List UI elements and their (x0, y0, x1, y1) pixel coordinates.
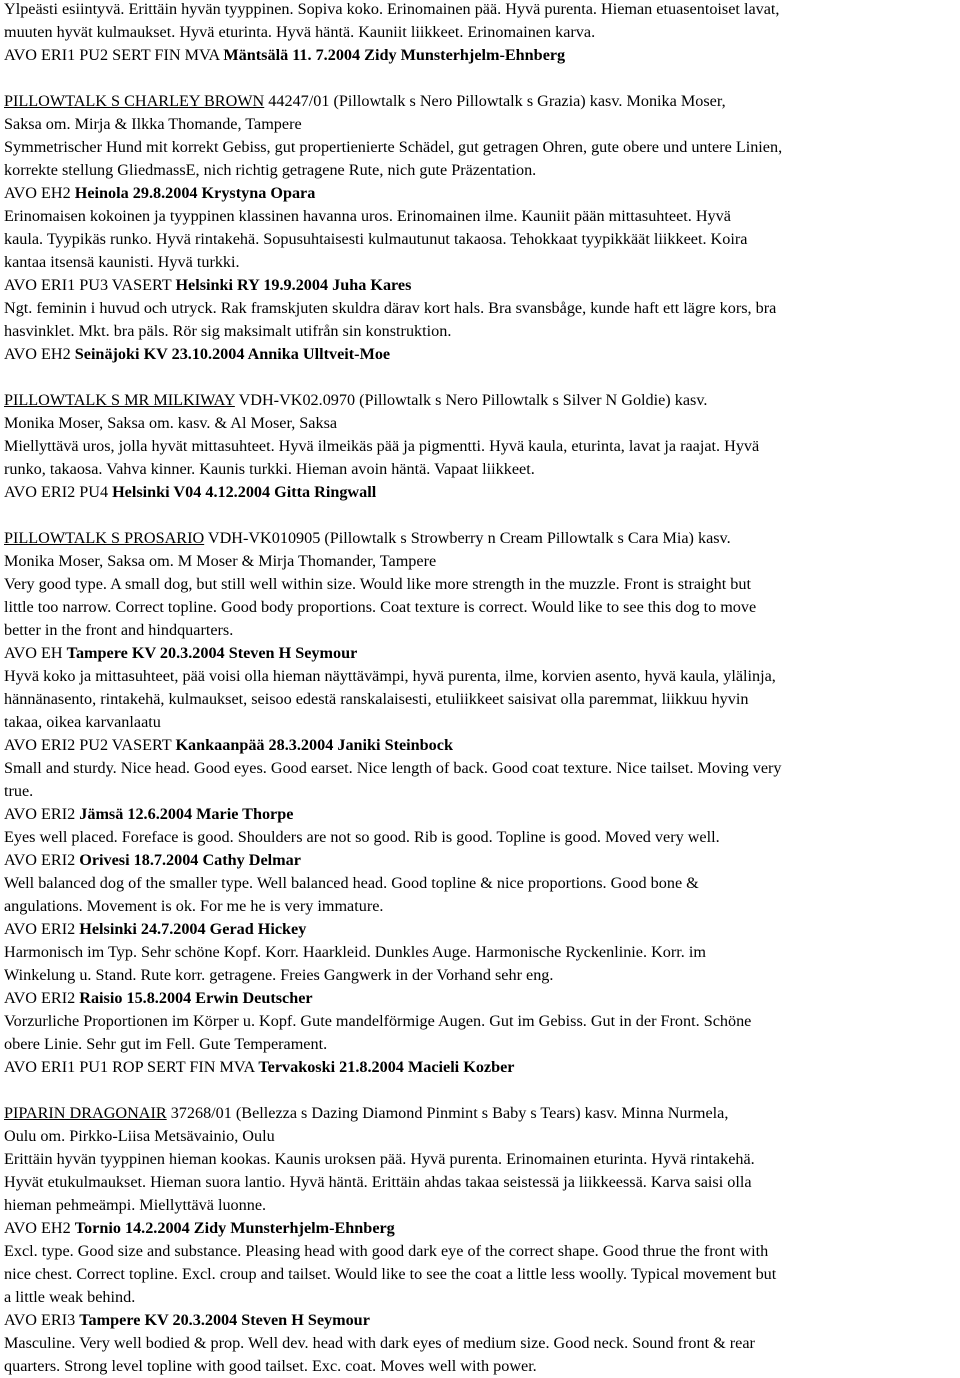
text-line: Hyvät etukulmaukset. Hieman suora lantio. Hyvä häntä. Erittäin ahdas takaa seistessä ja liikkeessä. Karva saisi olla (4, 1173, 752, 1191)
dog-registry-info: 37268/01 (Bellezza s Dazing Diamond Pinmint s Baby s Tears) kasv. Minna Nurmela, (166, 1104, 729, 1122)
award: AVO EH2 (4, 1219, 75, 1237)
text-line: Erinomaisen kokoinen ja tyyppinen klassinen havanna uros. Erinomainen ilme. Kauniit pään mittasuhteet. Hyvä (4, 207, 731, 225)
award: AVO ERI2 (4, 805, 80, 823)
spacer (4, 1079, 956, 1102)
dog-registry-info: 44247/01 (Pillowtalk s Nero Pillowtalk s Grazia) kasv. Monika Moser, (264, 92, 726, 110)
text-line: muuten hyvät kulmaukset. Hyvä eturinta. Hyvä häntä. Kauniit liikkeet. Erinomainen karva. (4, 23, 596, 41)
text-line: kantaa itsensä kaunisti. Hyvä turkki. (4, 253, 240, 271)
text-line: hasvinklet. Mkt. bra päls. Rör sig maksimalt utifrån sin konstruktion. (4, 322, 452, 340)
dog-entry (4, 90, 956, 366)
text-line: Erittäin hyvän tyyppinen hieman kookas. Kaunis uroksen pää. Hyvä purenta. Erinomainen eturinta. Hyvä rintakehä. (4, 1150, 755, 1168)
show-info: Helsinki 24.7.2004 Gerad Hickey (79, 920, 307, 938)
text-line: Symmetrischer Hund mit korrekt Gebiss, gut propertienierte Schädel, gut getragen Ohren, gute obere und untere Linien, (4, 138, 783, 156)
award: AVO ERI2 (4, 920, 80, 938)
award: AVO EH2 (4, 345, 75, 363)
result-line (4, 182, 956, 205)
intro-critique (4, 0, 956, 67)
text-line: a little weak behind. (4, 1288, 136, 1306)
award: AVO ERI2 (4, 851, 80, 869)
text-line: Ylpeästi esiintyvä. Erittäin hyvän tyyppinen. Sopiva koko. Erinomainen pää. Hyvä purenta. Hieman etuasentoiset lavat, (4, 0, 780, 18)
text-line: Masculine. Very well bodied & prop. Well dev. head with dark eyes of medium size. Good neck. Sound front & rear (4, 1334, 755, 1352)
award: AVO EH (4, 644, 67, 662)
result-line (4, 44, 956, 67)
text-line: nice chest. Correct topline. Excl. croup and tailset. Would like to see the coat a little less woolly. Typical movement but (4, 1265, 777, 1283)
award: AVO ERI2 PU2 VASERT (4, 736, 176, 754)
spacer (4, 366, 956, 389)
result-line (4, 481, 956, 504)
award: AVO ERI1 PU1 ROP SERT FIN MVA (4, 1058, 259, 1076)
show-info: Tampere KV 20.3.2004 Steven H Seymour (66, 644, 358, 662)
dog-entry (4, 389, 956, 504)
dog-registry-info: VDH-VK02.0970 (Pillowtalk s Nero Pillowtalk s Silver N Goldie) kasv. (234, 391, 708, 409)
result-line (4, 1056, 956, 1079)
result-line (4, 1309, 956, 1332)
spacer (4, 67, 956, 90)
award: AVO ERI1 PU3 VASERT (4, 276, 176, 294)
text-line: better in the front and hindquarters. (4, 621, 234, 639)
document-page (4, 0, 956, 1378)
text-line: little too narrow. Correct topline. Good body proportions. Coat texture is correct. Would like to see this dog to move (4, 598, 757, 616)
text-line: Excl. type. Good size and substance. Pleasing head with good dark eye of the correct shape. Good thrue the front with (4, 1242, 769, 1260)
text-line: Harmonisch im Typ. Sehr schöne Kopf. Korr. Haarkleid. Dunkles Auge. Harmonische Ryckenlinie. Korr. im (4, 943, 706, 961)
text-line: hännänasento, rintakehä, kulmaukset, seisoo edestä ranskalaisesti, etuliikkeet saisivat olla paremmat, liikkuu hyvin (4, 690, 749, 708)
show-info: Heinola 29.8.2004 Krystyna Opara (74, 184, 316, 202)
dog-name: PILLOWTALK S PROSARIO (4, 529, 205, 547)
show-info: Raisio 15.8.2004 Erwin Deutscher (79, 989, 313, 1007)
award: AVO EH2 (4, 184, 75, 202)
show-info: Tornio 14.2.2004 Zidy Munsterhjelm-Ehnberg (74, 1219, 395, 1237)
dog-name: PILLOWTALK S MR MILKIWAY (4, 391, 235, 409)
owner-line: Saksa om. Mirja & Ilkka Thomande, Tampere (4, 115, 302, 133)
text-line: kaula. Tyypikäs runko. Hyvä rintakehä. Sopusuhtaisesti kulmautunut takaosa. Tehokkaat tyypikkäät liikkeet. Koira (4, 230, 748, 248)
dog-header (4, 90, 956, 113)
text-line: Ngt. feminin i huvud och utryck. Rak framskjuten skuldra därav kort hals. Bra svansbåge, kunde haft ett lägre kors, bra (4, 299, 777, 317)
show-info: Orivesi 18.7.2004 Cathy Delmar (79, 851, 301, 869)
owner-line: Monika Moser, Saksa om. M Moser & Mirja Thomander, Tampere (4, 552, 437, 570)
show-info: Kankaanpää 28.3.2004 Janiki Steinbock (175, 736, 453, 754)
dog-name: PIPARIN DRAGONAIR (4, 1104, 167, 1122)
text-line: Small and sturdy. Nice head. Good eyes. Good earset. Nice length of back. Good coat texture. Nice tailset. Moving very (4, 759, 782, 777)
dog-registry-info: VDH-VK010905 (Pillowtalk s Strowberry n Cream Pillowtalk s Cara Mia) kasv. (204, 529, 731, 547)
dog-header (4, 1102, 956, 1125)
text-line: Very good type. A small dog, but still well within size. Would like more strength in the muzzle. Front is straight but (4, 575, 751, 593)
text-line: Eyes well placed. Foreface is good. Shoulders are not so good. Rib is good. Topline is good. Moved very well. (4, 828, 720, 846)
show-info: Mäntsälä 11. 7.2004 Zidy Munsterhjelm-Ehnberg (223, 46, 566, 64)
dog-header (4, 527, 956, 550)
text-line: true. (4, 782, 34, 800)
text-line: Vorzurliche Proportionen im Körper u. Kopf. Gute mandelförmige Augen. Gut im Gebiss. Gut in der Front. Schöne (4, 1012, 752, 1030)
result-line (4, 803, 956, 826)
text-line: runko, takaosa. Vahva kinner. Kaunis turkki. Hieman avoin häntä. Vapaat liikkeet. (4, 460, 535, 478)
text-line: angulations. Movement is ok. For me he is very immature. (4, 897, 384, 915)
result-line (4, 734, 956, 757)
spacer (4, 504, 956, 527)
show-info: Tervakoski 21.8.2004 Macieli Kozber (258, 1058, 515, 1076)
dog-header (4, 389, 956, 412)
result-line (4, 642, 956, 665)
show-info: Helsinki RY 19.9.2004 Juha Kares (175, 276, 412, 294)
owner-line: Oulu om. Pirkko-Liisa Metsävainio, Oulu (4, 1127, 275, 1145)
dog-entry (4, 527, 956, 1079)
award: AVO ERI2 PU4 (4, 483, 113, 501)
text-line: Miellyttävä uros, jolla hyvät mittasuhteet. Hyvä ilmeikäs pää ja pigmentti. Hyvä kaula, eturinta, lavat ja raajat. Hyvä (4, 437, 760, 455)
text-line: Winkelung u. Stand. Rute korr. getragene. Freies Gangwerk in der Vorhand sehr eng. (4, 966, 554, 984)
text-line: hieman pehmeämpi. Miellyttävä luonne. (4, 1196, 267, 1214)
owner-line: Monika Moser, Saksa om. kasv. & Al Moser, Saksa (4, 414, 338, 432)
award: AVO ERI1 PU2 SERT FIN MVA (4, 46, 224, 64)
show-info: Tampere KV 20.3.2004 Steven H Seymour (79, 1311, 370, 1329)
text-line: Well balanced dog of the smaller type. Well balanced head. Good topline & nice proportions. Good bone & (4, 874, 699, 892)
text-line: takaa, oikea karvanlaatu (4, 713, 161, 731)
text-line: obere Linie. Sehr gut im Fell. Gute Temperament. (4, 1035, 328, 1053)
show-info: Jämsä 12.6.2004 Marie Thorpe (79, 805, 294, 823)
award: AVO ERI2 (4, 989, 80, 1007)
result-line (4, 849, 956, 872)
show-info: Helsinki V04 4.12.2004 Gitta Ringwall (112, 483, 377, 501)
result-line (4, 1217, 956, 1240)
show-info: Seinäjoki KV 23.10.2004 Annika Ulltveit-Moe (74, 345, 391, 363)
dog-name: PILLOWTALK S CHARLEY BROWN (4, 92, 265, 110)
dog-entry (4, 1102, 956, 1378)
result-line (4, 343, 956, 366)
result-line (4, 274, 956, 297)
result-line (4, 987, 956, 1010)
result-line (4, 918, 956, 941)
text-line: Hyvä koko ja mittasuhteet, pää voisi olla hieman näyttävämpi, hyvä purenta, ilme, korvien asento, hyvä kaula, ylälinja, (4, 667, 776, 685)
text-line: quarters. Strong level topline with good tailset. Exc. coat. Moves well with power. (4, 1357, 537, 1375)
text-line: korrekte stellung GliedmassE, nich richtig getragene Rute, nich gute Präzentation. (4, 161, 537, 179)
award: AVO ERI3 (4, 1311, 80, 1329)
